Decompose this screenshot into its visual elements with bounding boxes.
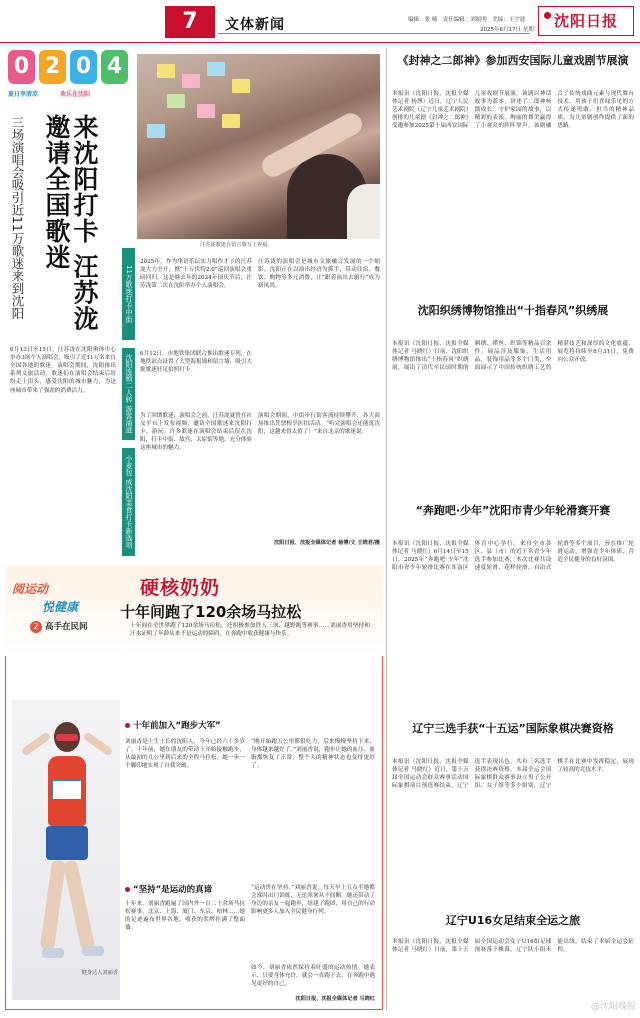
feature-headline: 硬核奶奶 <box>140 577 221 599</box>
feature-paragraph: 如今，刘丽香依然保持着旺盛的运动热情。她表示，只要身体允许，就会一直跑下去，在奔跑中遇见更好的自己。 <box>251 965 375 988</box>
story-headline: 《封神之二郎神》参加西安国际儿童戏剧节展演 <box>397 54 629 67</box>
column-badge <box>12 577 120 637</box>
feature-paragraph: “刚开始跑五公里都很吃力，后来慢慢坚持下来，身体越来越好了。”刘丽香说，跑步让她的血压、血脂都恢复了正常，整个人的精神状态也变得更好了。 <box>251 739 375 770</box>
feature-subheading <box>125 884 245 896</box>
lead-photo-caption: 汪苏泷歌迷在留言墙写上祝福。 <box>200 242 273 248</box>
runner-photo <box>12 700 120 1000</box>
logo-tagline-right: 欢乐在沈阳 <box>60 91 91 98</box>
badge-line: 高手在民间 <box>45 622 88 632</box>
side-tag: 11万歌迷打卡中街 <box>122 248 135 340</box>
feature-intro: 十年间在全世界跑了120余场马拉松，还积极参加铁人三项、越野跑等赛事……刘丽香用坚持和汗水证明了年龄从来不是运动的障碍，在奔跑中收获健康与快乐。 <box>130 623 370 638</box>
badge-number: 2 <box>30 621 42 633</box>
editors-line: 编辑：张 楠 责任编辑：刘振明 美编：王宇波 <box>408 17 526 23</box>
badge-line: 阅运动 <box>12 582 49 596</box>
lead-photo <box>137 54 380 239</box>
story-headline: 沈阳织绣博物馆推出“十指春风”织绣展 <box>417 304 609 317</box>
page-number: 7 <box>165 6 215 38</box>
lead-paragraph: 6月12日，市地铁集团联合推出歌迷专列，在地铁站点设置了大型海报墙和留言墙，吸引大批歌迷驻足拍照打卡。 <box>140 351 252 374</box>
lead-paragraph: 为了回馈歌迷，演唱会之前，汪苏泷就曾在社交平台上发布视频，邀请全国歌迷来沈阳打卡、游玩。许多歌迷在演唱会结束后留在沈阳，打卡中街、故宫、太原街等地，充分体验这座城市的魅力。 <box>140 413 252 452</box>
lead-paragraph: 2025年，作为华语乐坛实力唱作才子的汪苏泷大力全开，携“十万伏特2.0”巡回演唱会重磅回归。这是继去年的2024年国庆节后，汪苏泷第二次在沈阳举办个人演唱会。 <box>140 259 252 290</box>
feature-paragraph: “运动贵在坚持。”刘丽香说，每天早上五点半她都会准时出门训练，无论寒暑从不间断。她还带动了身边的亲友一起跑步，组建了跑团，用自己的行动影响更多人加入全民健身行列。 <box>251 885 375 916</box>
lead-paragraph: 6月13日至15日，汪苏泷在沈阳奥体中心举办3场个人演唱会，吸引了近11万名来自全国各地的歌迷。演唱会期间，沈阳推出系列文旅活动，歌迷们在演唱会结束后纷纷走上街头，感受沈阳的城市魅力，为这座城市带来了强劲的消费活力。 <box>10 347 116 394</box>
feature-subheading-text: “坚持”是运动的真谛 <box>133 885 213 895</box>
logo-digit: 0 <box>8 50 35 84</box>
story-body: 本报讯（沈阳日报、沈报全媒体记者 马晓红）近日，第十五届全国运动会群众赛事活动国际象棋项目预选赛结束，辽宁选手表现出色，共有三名选手获得决赛资格。本届全运会国际象棋群众赛事设立男子公开组、女子组等多个组别，辽宁棋手在比赛中发挥稳定，展现了较高的竞技水平。 <box>392 759 634 790</box>
lead-headline: 来沈阳打卡 汪苏泷邀请全国歌迷 <box>42 114 99 332</box>
watermark: @沈阳晚报 <box>590 1001 636 1012</box>
logo-digit: 2 <box>39 50 66 84</box>
logo-digit: 0 <box>70 50 97 84</box>
badge-line: 悦健康 <box>42 600 79 614</box>
feature-subheadline: 十年间跑了120余场马拉松 <box>120 603 302 621</box>
issue-date: 2025年6月17日 星期二 <box>480 27 540 33</box>
side-tag: 沈阳连锁二人转 游客涌进 <box>122 348 135 440</box>
story-headline: 辽宁三选手获“十五运”国际象棋决赛资格 <box>412 722 614 735</box>
section-title: 文体新闻 <box>225 17 285 33</box>
column-divider <box>386 48 387 1010</box>
feature-subheading-text: 十年前加入“跑步大军” <box>133 721 221 731</box>
lead-paragraph: 汪苏泷的演唱会是城市文旅融合发展的一个缩影。沈阳正在以演出经济为抓手，带动住宿、餐饮、购物等多元消费，让“跟着演出去旅行”成为新风尚。 <box>258 259 380 290</box>
side-tag: 小麦包 成沈阳美食打卡新选项 <box>122 448 135 556</box>
story-body: 本报讯（沈阳日报、沈报全媒体记者 杨博）近日，辽宁人民艺术剧院（辽宁儿童艺术剧院）创排的儿童剧《封神之二郎神》受邀参加2025第十届西安国际儿童戏剧节展演。该剧以神话故事为蓝本，讲述了二郎神杨戬成长、守护家园的故事，以精彩的表演、绚丽的舞美赢得了小观众的阵阵掌声。该剧融合了传统戏曲元素与现代舞台技术，用孩子们喜闻乐见的方式传递勇敢、担当的精神品质，为儿童剧创作提供了新的思路。 <box>392 91 634 130</box>
lead-subheadline: 三场演唱会吸引近11万歌迷来到沈阳 <box>10 116 25 320</box>
masthead-dot-icon <box>544 12 551 19</box>
bullet-icon <box>125 887 130 892</box>
feature-byline: 沈阳日报、沈报全媒体记者 马晓红 <box>295 996 375 1002</box>
bullet-icon <box>125 723 130 728</box>
logo-digit: 4 <box>101 50 128 84</box>
feature-paragraph: 十年来，刘丽香跑遍了国内外一百二十余场马拉松赛事，北京、上海、厦门、东京、柏林……她的足迹遍布世界各地，收获的奖牌挂满了整面墙。 <box>125 901 245 932</box>
lead-byline: 沈阳日报、沈报全媒体记者 杨博/文 王晓君/摄 <box>274 540 380 546</box>
feature-paragraph: 刘丽香是土生土长的沈阳人，今年已经六十多岁了。十年前，她在朋友的带动下开始接触跑步，从最初的几公里到后来的全程马拉松，她一步一个脚印地实现了自我突破。 <box>125 739 245 770</box>
story-headline: 辽宁U16女足结束全运之旅 <box>445 914 581 927</box>
runner-caption: 健身达人刘丽香 <box>81 970 118 976</box>
masthead-logo: 沈阳日报 <box>538 6 634 36</box>
logo-tagline-left: 夏日享清凉 <box>8 91 39 98</box>
story-body: 本报讯（沈阳日报、沈报全媒体记者 马晓红）日前，沈阳织绣博物馆推出“十指春风”织绣展，展出了清代至民国时期的刺绣、缂丝、织锦等精品百余件。展品涉及服饰、生活用品、装饰用品等多个门类，全面展示了中国传统织绣工艺的精湛技艺和深厚的文化底蕴。展览将持续至8月31日，免费向公众开放。 <box>392 341 634 372</box>
top-divider <box>0 42 640 43</box>
story-headline: “奔跑吧·少年”沈阳市青少年轮滑赛开赛 <box>415 504 611 517</box>
lead-paragraph: 演唱会期间，中街步行街客流持续攀升，各大商场推出凭票根享折扣活动。“听完演唱会还能逛沈阳，这趟来得太值了！”来自北京的歌迷说。 <box>258 413 380 436</box>
feature-subheading <box>125 720 375 732</box>
story-body: 本报讯（沈阳日报、沈报全媒体记者 马晓红）6月14日至15日，2025年“奔跑吧·少年”沈阳市青少年轮滑比赛在浑南区体育中心举行。来自全市各区、县（市）的近千名青少年选手参加比赛。本次比赛共设速度轮滑、花样轮滑、自由式轮滑等多个项目，旨在推广轮滑运动，增强青少年体质，营造全民健身的良好氛围。 <box>392 541 634 572</box>
story-body: 本报讯（沈阳日报、沈报全媒体记者 马晓红）日前，第十五届全国运动会女子U16组足球预赛落下帷幕，辽宁队小组未能出线，结束了本届全运会征程。 <box>392 939 634 954</box>
